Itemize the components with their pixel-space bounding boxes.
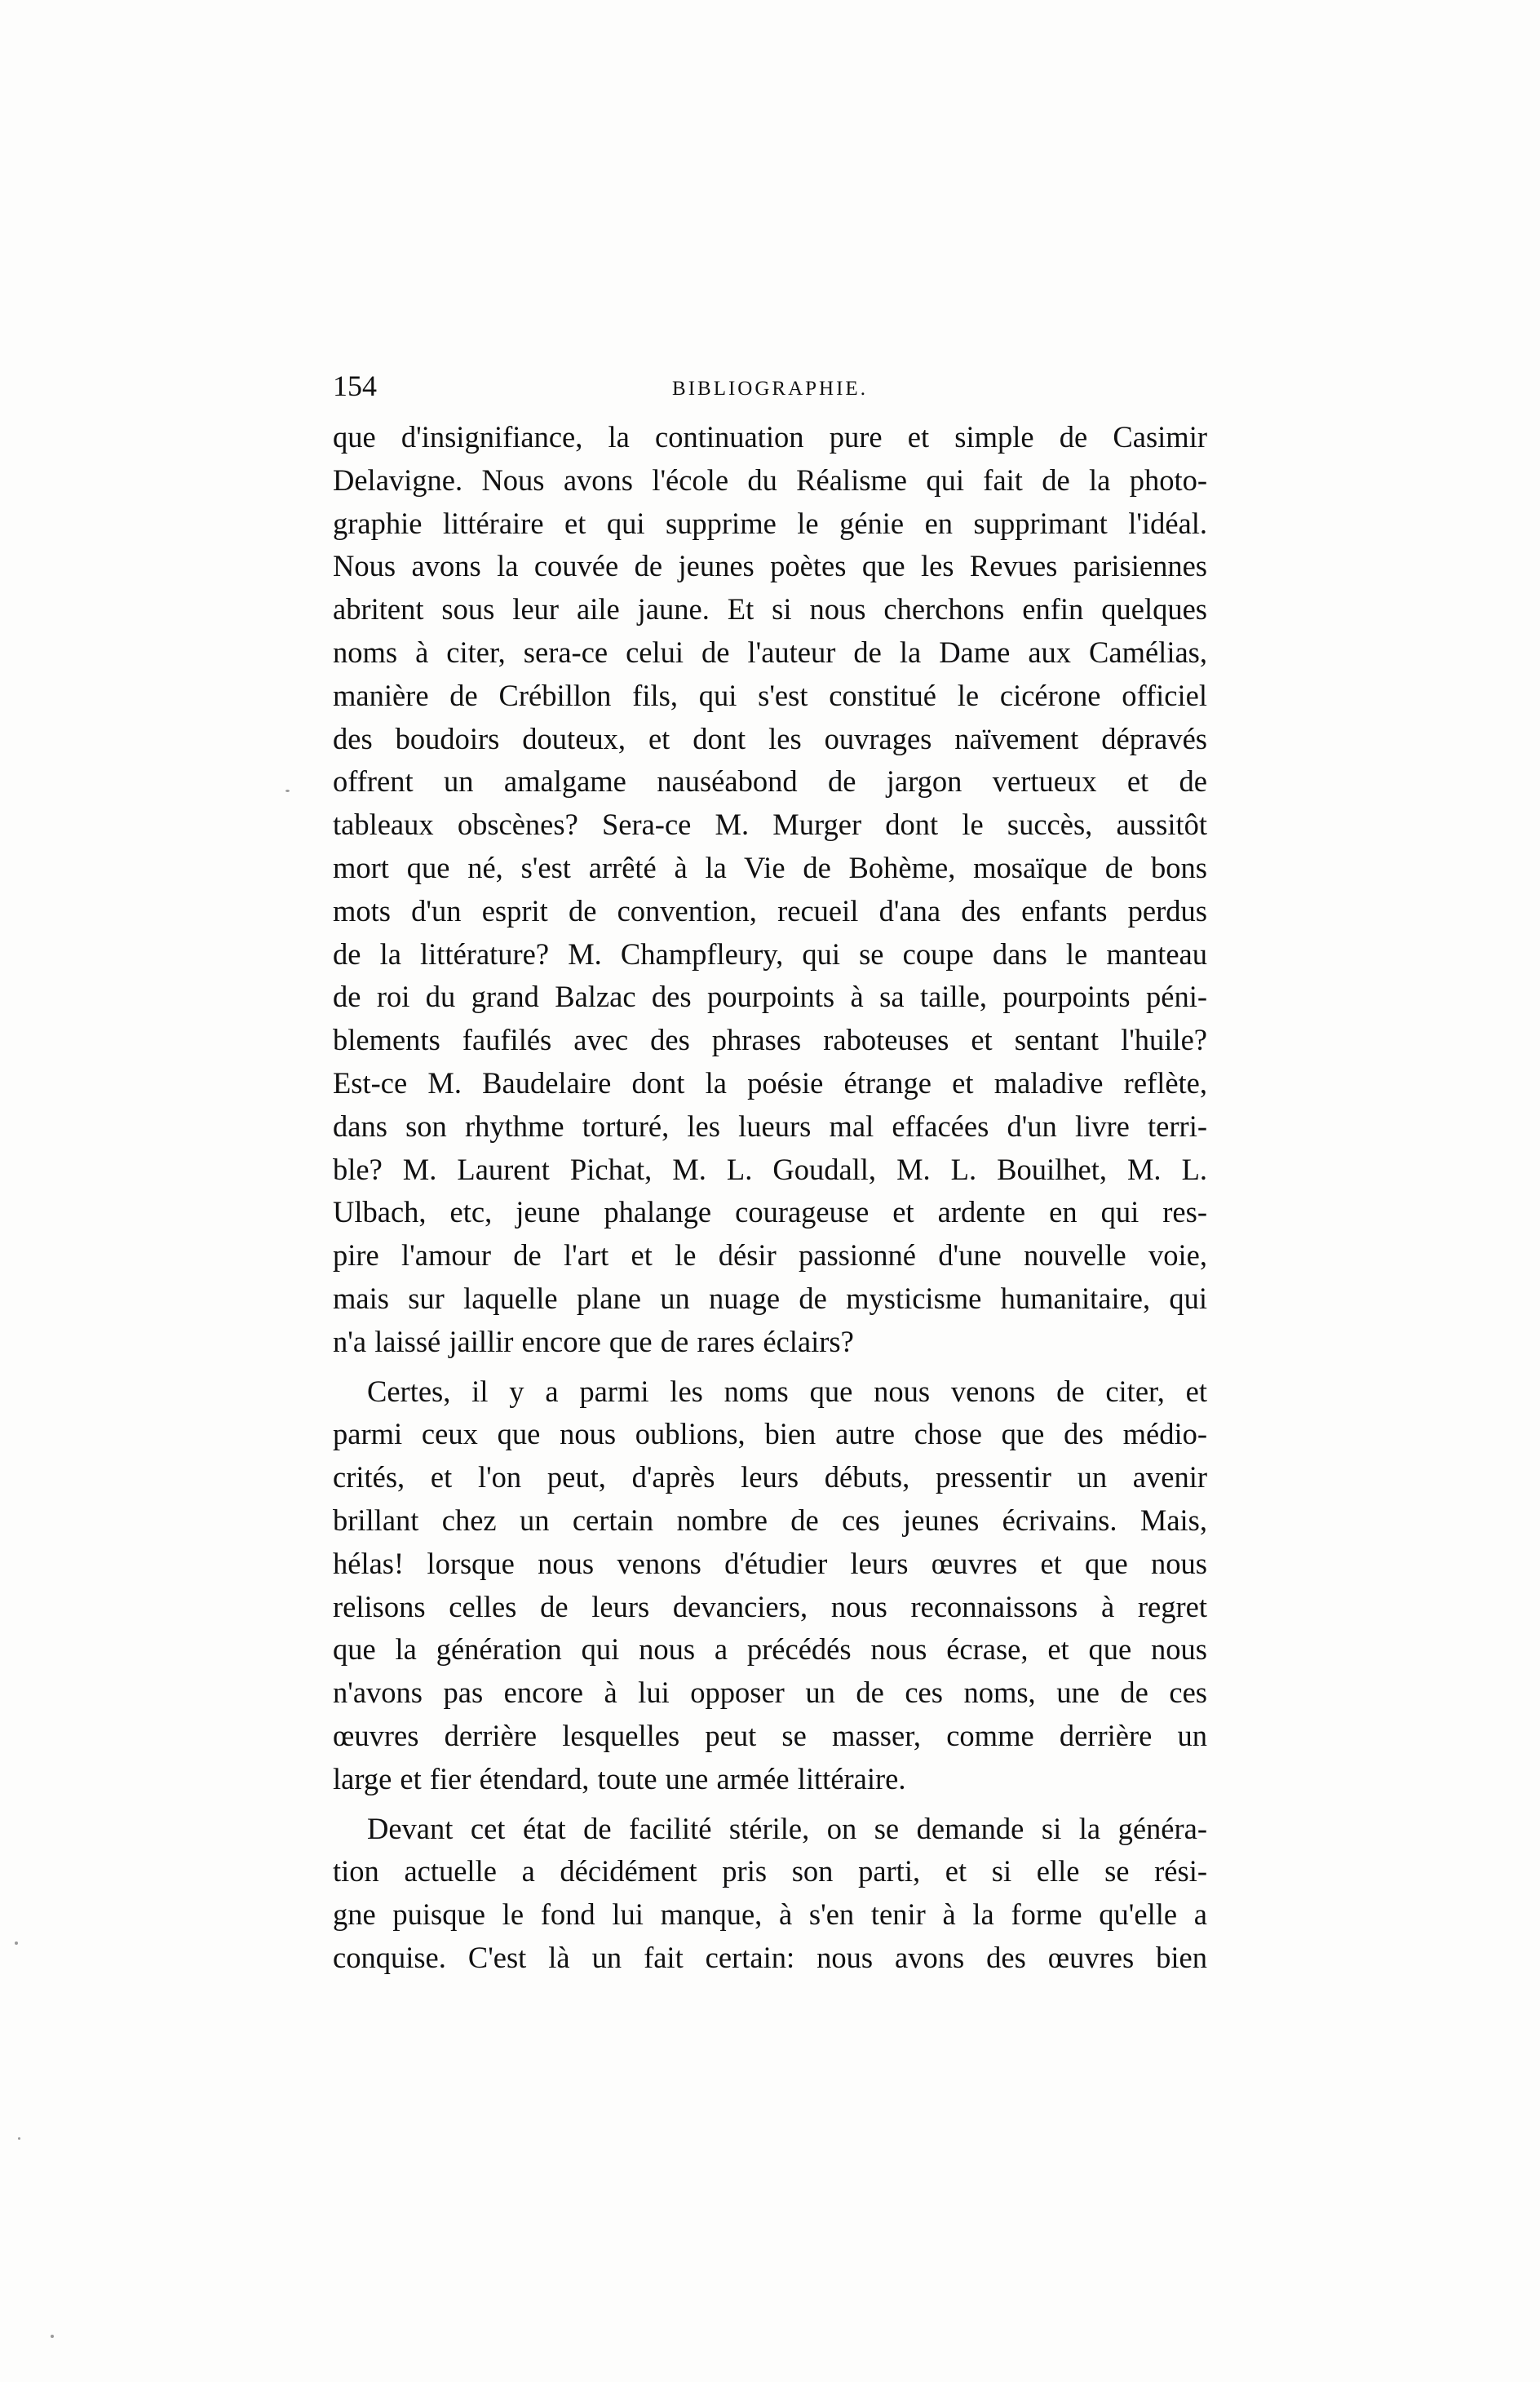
text-line: offrent un amalgame nauséabond de jargon vertueux et de bbox=[333, 764, 1207, 799]
text-line: Delavigne. Nous avons l'école du Réalisme qui fait de la photo- bbox=[333, 463, 1207, 497]
text-line: que la génération qui nous a précédés nous écrase, et que nous bbox=[333, 1632, 1207, 1667]
body-text bbox=[333, 416, 1207, 1980]
text-line: abritent sous leur aile jaune. Et si nous cherchons enfin quelques bbox=[333, 592, 1207, 626]
text-line: n'a laissé jaillir encore que de rares éclairs? bbox=[333, 1324, 854, 1358]
running-head: BIBLIOGRAPHIE. bbox=[672, 378, 868, 400]
text-line: manière de Crébillon fils, qui s'est constitué le cicérone officiel bbox=[333, 678, 1207, 712]
paragraph-1 bbox=[333, 416, 1207, 1364]
text-line: parmi ceux que nous oublions, bien autre chose que des médio- bbox=[333, 1417, 1207, 1451]
text-line: gne puisque le fond lui manque, à s'en tenir à la forme qu'elle a bbox=[333, 1897, 1207, 1932]
text-line: mort que né, s'est arrêté à la Vie de Bohème, mosaïque de bons bbox=[333, 850, 1207, 884]
text-line: tion actuelle a décidément pris son parti, et si elle se rési- bbox=[333, 1854, 1207, 1888]
text-line: pire l'amour de l'art et le désir passionné d'une nouvelle voie, bbox=[333, 1238, 1207, 1273]
text-line: Certes, il y a parmi les noms que nous venons de citer, et bbox=[367, 1374, 1207, 1408]
margin-speck bbox=[18, 2137, 20, 2140]
text-line: n'avons pas encore à lui opposer un de ces noms, une de ces bbox=[333, 1676, 1207, 1710]
text-line: graphie littéraire et qui supprime le génie en supprimant l'idéal. bbox=[333, 506, 1207, 540]
paragraph-3 bbox=[333, 1808, 1207, 1980]
text-line: Est-ce M. Baudelaire dont la poésie étrange et maladive reflète, bbox=[333, 1065, 1207, 1100]
text-line: mais sur laquelle plane un nuage de mysticisme humanitaire, qui bbox=[333, 1281, 1207, 1315]
text-line: Ulbach, etc, jeune phalange courageuse et ardente en qui res- bbox=[333, 1195, 1207, 1229]
text-line: dans son rhythme torturé, les lueurs mal effacées d'un livre terri- bbox=[333, 1109, 1207, 1143]
text-line: hélas! lorsque nous venons d'étudier leurs œuvres et que nous bbox=[333, 1546, 1207, 1580]
text-line: large et fier étendard, toute une armée littéraire. bbox=[333, 1761, 906, 1795]
text-line: noms à citer, sera-ce celui de l'auteur de la Dame aux Camélias, bbox=[333, 635, 1207, 669]
text-line: Nous avons la couvée de jeunes poètes que les Revues parisiennes bbox=[333, 549, 1207, 583]
margin-speck bbox=[51, 2335, 54, 2338]
text-line: œuvres derrière lesquelles peut se masser, comme derrière un bbox=[333, 1718, 1207, 1752]
paragraph-2 bbox=[333, 1370, 1207, 1801]
page-header bbox=[333, 365, 1207, 406]
text-line: Devant cet état de facilité stérile, on se demande si la généra- bbox=[367, 1811, 1207, 1845]
text-line: ble? M. Laurent Pichat, M. L. Goudall, M. L. Bouilhet, M. L. bbox=[333, 1152, 1207, 1186]
text-line: blements faufilés avec des phrases raboteuses et sentant l'huile? bbox=[333, 1023, 1207, 1057]
text-line: crités, et l'on peut, d'après leurs débuts, pressentir un avenir bbox=[333, 1460, 1207, 1494]
text-line: brillant chez un certain nombre de ces jeunes écrivains. Mais, bbox=[333, 1503, 1207, 1537]
margin-speck bbox=[15, 1941, 18, 1945]
text-line: tableaux obscènes? Sera-ce M. Murger dont le succès, aussitôt bbox=[333, 808, 1207, 842]
page-number: 154 bbox=[333, 370, 377, 402]
text-line: des boudoirs douteux, et dont les ouvrages naïvement dépravés bbox=[333, 721, 1207, 755]
text-line: de roi du grand Balzac des pourpoints à sa taille, pourpoints péni- bbox=[333, 980, 1207, 1014]
text-line: que d'insignifiance, la continuation pure et simple de Casimir bbox=[333, 420, 1207, 454]
text-line: relisons celles de leurs devanciers, nous reconnaissons à regret bbox=[333, 1589, 1207, 1623]
text-line: conquise. C'est là un fait certain: nous avons des œuvres bien bbox=[333, 1940, 1207, 1974]
text-line: de la littérature? M. Champfleury, qui se coupe dans le manteau bbox=[333, 936, 1207, 971]
margin-speck bbox=[285, 790, 290, 792]
text-line: mots d'un esprit de convention, recueil d'ana des enfants perdus bbox=[333, 893, 1207, 928]
